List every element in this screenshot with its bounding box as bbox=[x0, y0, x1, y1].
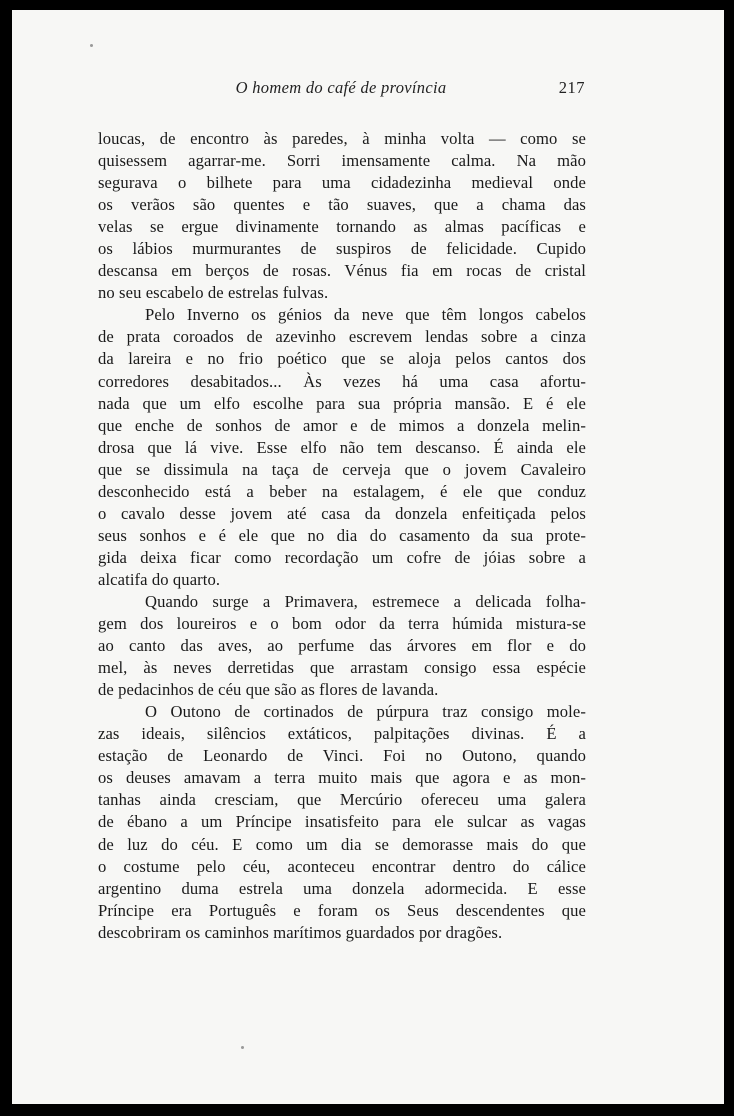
text-line: drosa que lá vive. Esse elfo não tem descanso. É ainda ele bbox=[98, 437, 586, 457]
running-title: O homem do café de província bbox=[235, 78, 447, 97]
text-line: corredores desabitados... Às vezes há uma casa afortu- bbox=[98, 371, 586, 391]
text-line: de ébano a um Príncipe insatisfeito para ele sulcar as vagas bbox=[98, 812, 586, 832]
text-line: o cavalo desse jovem até casa da donzela enfeitiçada pelos bbox=[98, 503, 586, 523]
text-line: tanhas ainda cresciam, que Mercúrio ofereceu uma galera bbox=[98, 790, 586, 810]
page-number: 217 bbox=[558, 78, 585, 97]
text-line: zas ideais, silêncios extáticos, palpitações divinas. É a bbox=[98, 724, 586, 744]
text-line: no seu escabelo de estrelas fulvas. bbox=[98, 283, 329, 303]
text-line: velas se ergue divinamente tornando as almas pacíficas e bbox=[98, 217, 586, 237]
text-line: mel, às neves derretidas que arrastam consigo essa espécie bbox=[98, 658, 586, 678]
text-line: descobriram os caminhos marítimos guardados por dragões. bbox=[98, 922, 503, 942]
text-line: alcatifa do quarto. bbox=[98, 569, 221, 589]
paragraph bbox=[98, 701, 586, 944]
text-line: os lábios murmurantes de suspiros de felicidade. Cupido bbox=[98, 239, 586, 259]
text-line: descansa em berços de rosas. Vénus fia em rocas de cristal bbox=[98, 261, 586, 281]
text-line: o costume pelo céu, aconteceu encontrar dentro do cálice bbox=[98, 856, 586, 876]
text-line: gem dos loureiros e o bom odor da terra húmida mistura-se bbox=[98, 614, 586, 634]
text-line: Quando surge a Primavera, estremece a delicada folha- bbox=[145, 591, 586, 611]
text-line: Pelo Inverno os génios da neve que têm longos cabelos bbox=[145, 305, 586, 325]
text-line: nada que um elfo escolhe para sua própria mansão. E é ele bbox=[98, 393, 586, 413]
paragraph bbox=[98, 128, 586, 304]
text-line: os deuses amavam a terra muito mais que agora e as mon- bbox=[98, 768, 586, 788]
paper-speck bbox=[90, 44, 93, 47]
paper-speck bbox=[241, 1046, 244, 1049]
text-line: os verãos são quentes e tão suaves, que a chama das bbox=[98, 195, 586, 215]
text-line: de prata coroados de azevinho escrevem lendas sobre a cinza bbox=[98, 327, 586, 347]
text-line: gida deixa ficar como recordação um cofre de jóias sobre a bbox=[98, 547, 586, 567]
text-line: seus sonhos e é ele que no dia do casamento da sua prote- bbox=[98, 525, 586, 545]
paragraph bbox=[98, 591, 586, 701]
text-line: de pedacinhos de céu que são as flores de lavanda. bbox=[98, 680, 439, 700]
body-text bbox=[98, 128, 586, 944]
text-line: argentino duma estrela uma donzela adormecida. E esse bbox=[98, 878, 586, 898]
text-line: quisessem agarrar-me. Sorri imensamente calma. Na mão bbox=[98, 151, 586, 171]
text-line: de luz do céu. E como um dia se demorasse mais do que bbox=[98, 834, 586, 854]
text-line: desconhecido está a beber na estalagem, é ele que conduz bbox=[98, 481, 586, 501]
text-line: da lareira e no frio poético que se aloja pelos cantos dos bbox=[98, 349, 586, 369]
text-line: estação de Leonardo de Vinci. Foi no Outono, quando bbox=[98, 746, 586, 766]
text-line: ao canto das aves, ao perfume das árvores em flor e do bbox=[98, 636, 586, 656]
text-line: Príncipe era Português e foram os Seus descendentes que bbox=[98, 900, 586, 920]
text-line: que enche de sonhos de amor e de mimos a donzela melin- bbox=[98, 415, 586, 435]
text-line: segurava o bilhete para uma cidadezinha medieval onde bbox=[98, 173, 586, 193]
running-head bbox=[97, 78, 585, 98]
text-line: O Outono de cortinados de púrpura traz consigo mole- bbox=[145, 702, 586, 722]
book-page bbox=[12, 10, 724, 1104]
text-line: loucas, de encontro às paredes, à minha volta — como se bbox=[98, 129, 586, 148]
text-line: que se dissimula na taça de cerveja que o jovem Cavaleiro bbox=[98, 459, 586, 479]
paragraph bbox=[98, 304, 586, 591]
